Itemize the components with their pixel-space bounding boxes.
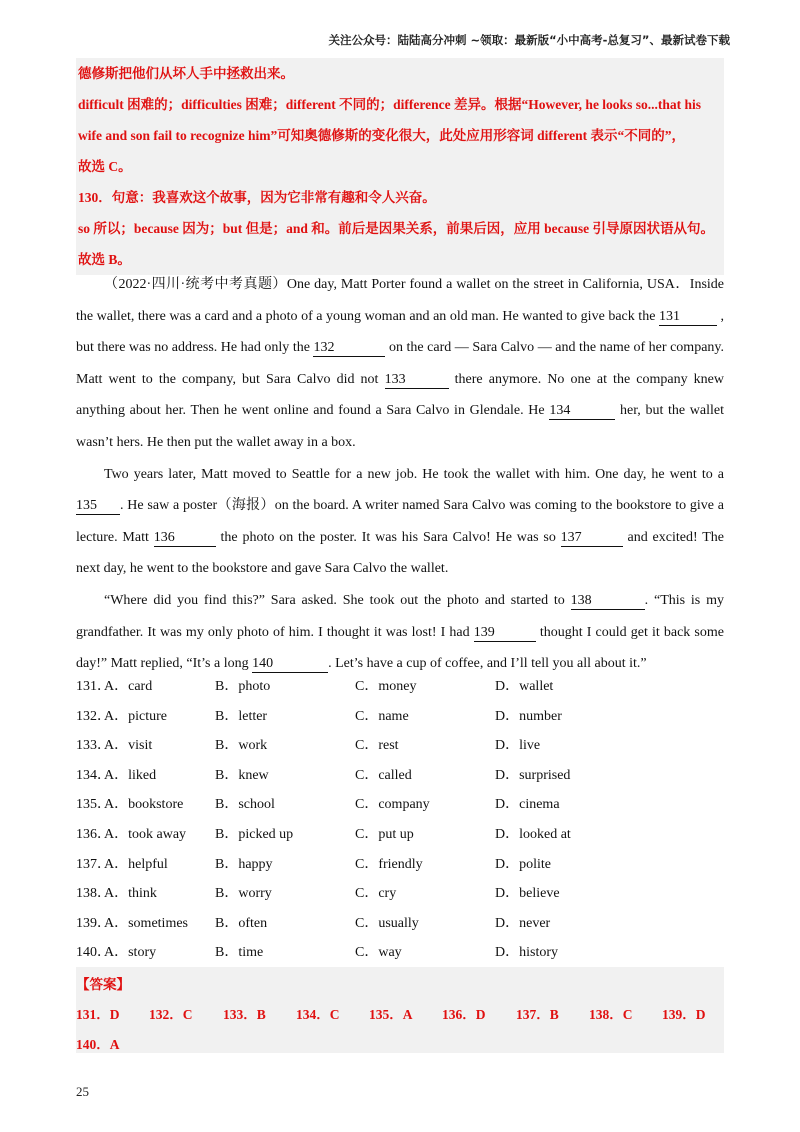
option-c: C．put up xyxy=(355,826,414,842)
option-c: C．name xyxy=(355,708,409,724)
explanation-line: 故选 C。 xyxy=(78,159,132,174)
option-row-137 xyxy=(76,850,724,880)
option-d: D．looked at xyxy=(495,826,571,842)
question-number: 135． xyxy=(76,797,111,813)
question-number: 139． xyxy=(76,915,111,931)
passage-text: . Let’s have a cup of coffee, and I’ll tell you all about it.” xyxy=(328,656,647,672)
option-b: B．letter xyxy=(215,708,268,724)
option-a: A．visit xyxy=(104,738,153,754)
blank-138: 138 xyxy=(571,593,645,610)
answer-item: 137．B xyxy=(516,1007,559,1022)
option-d: D．wallet xyxy=(495,679,554,694)
option-row-136 xyxy=(76,820,724,850)
blank-135: 135 xyxy=(76,498,120,515)
option-d: D．cinema xyxy=(495,797,560,813)
passage-paragraph-1 xyxy=(76,269,724,459)
blank-133: 133 xyxy=(385,372,449,389)
option-d: D．polite xyxy=(495,856,551,872)
option-c: C．way xyxy=(355,945,402,961)
passage-text: there anymore. No one at the company knew anything about her. Then he went online and found a Sara Calvo in Glendale. He xyxy=(76,371,724,419)
passage-text: thought I could get it back some day!” Matt replied, “It’s a long xyxy=(76,624,724,672)
answer-item: 138．C xyxy=(589,1007,633,1022)
answer-key-box xyxy=(76,967,724,1053)
option-c: C．money xyxy=(355,679,417,694)
blank-136: 136 xyxy=(154,530,216,547)
question-number: 133． xyxy=(76,738,111,754)
answer-item: 140．A xyxy=(76,1037,120,1052)
option-b: B．photo xyxy=(215,679,271,694)
answer-item: 136．D xyxy=(442,1007,486,1022)
option-c: C．usually xyxy=(355,915,419,931)
option-row-135 xyxy=(76,790,724,820)
option-c: C．company xyxy=(355,797,430,813)
option-row-132 xyxy=(76,702,724,732)
option-d: D．never xyxy=(495,915,551,931)
option-b: B．time xyxy=(215,945,264,961)
passage-text: the photo on the poster. It was his Sara Calvo! He was so xyxy=(215,529,561,545)
passage-text: . “This is my grandfather. It was my only photo of him. I thought it was lost! I had xyxy=(76,592,724,640)
explanation-line: so 所以；because 因为；but 但是；and 和。前后是因果关系，前果后因，应用 because 引导原因状语从句。 xyxy=(78,221,715,236)
option-a: A．took away xyxy=(104,826,187,842)
option-a: A．bookstore xyxy=(104,797,184,813)
option-row-133 xyxy=(76,731,724,761)
option-b: B．knew xyxy=(215,767,269,783)
explanation-line: 德修斯把他们从坏人手中拯救出来。 xyxy=(78,66,294,81)
explanation-line: 故选 B。 xyxy=(78,252,131,267)
option-b: B．school xyxy=(215,797,275,813)
passage-text: Two years later, Matt moved to Seattle for a new job. He took the wallet with him. One day, he went to a xyxy=(104,466,724,482)
passage-text: “Where did you find this?” Sara asked. She took out the photo and started to xyxy=(104,592,571,608)
option-c: C．friendly xyxy=(355,856,423,872)
option-a: A．sometimes xyxy=(104,915,188,931)
option-row-139 xyxy=(76,909,724,939)
blank-134: 134 xyxy=(549,403,615,420)
option-b: B．worry xyxy=(215,886,272,902)
explanation-box xyxy=(76,58,724,275)
answer-item: 131．D xyxy=(76,1007,120,1022)
option-a: A．helpful xyxy=(104,856,168,872)
option-b: B．often xyxy=(215,915,268,931)
blank-131: 131 xyxy=(659,309,717,326)
option-c: C．rest xyxy=(355,738,399,754)
option-a: A．card xyxy=(104,679,153,694)
option-row-140 xyxy=(76,938,724,968)
option-b: B．picked up xyxy=(215,826,294,842)
answer-item: 133．B xyxy=(223,1007,266,1022)
option-row-131 xyxy=(76,672,724,702)
passage-paragraph-2 xyxy=(76,459,724,585)
blank-137: 137 xyxy=(561,530,623,547)
passage-text: on the card — Sara Calvo — and the name of her company. Matt went to the company, but Sara Calvo did not xyxy=(76,340,724,387)
option-row-138 xyxy=(76,879,724,909)
option-d: D．live xyxy=(495,738,541,754)
question-number: 136． xyxy=(76,826,111,842)
blank-139: 139 xyxy=(474,625,536,642)
option-b: B．happy xyxy=(215,856,273,872)
passage-text: . He saw a poster（海报）on the board. A writer named Sara Calvo was coming to the bookstore to give a lecture. Matt xyxy=(76,498,724,545)
passage-text: and excited! The next day, he went to the bookstore and gave Sara Calvo the wallet. xyxy=(76,529,724,577)
page-header: 关注公众号：陆陆高分冲刺 ~领取：最新版“小中高考-总复习”、最新试卷下载 xyxy=(328,33,730,47)
explanation-line: difficult 困难的；difficulties 困难；different 不同的；difference 差异。根据“However, he looks so...that his xyxy=(78,97,701,112)
option-d: D．surprised xyxy=(495,767,571,783)
passage-text: her, but the wallet wasn’t hers. He then put the wallet away in a box. xyxy=(76,403,724,450)
question-number: 138． xyxy=(76,886,111,902)
passage-paragraph-3 xyxy=(76,585,724,680)
option-d: D．number xyxy=(495,708,562,724)
answer-item: 135．A xyxy=(369,1007,413,1022)
answer-item: 132．C xyxy=(149,1007,193,1022)
answer-item: 139．D xyxy=(662,1007,706,1022)
answer-options xyxy=(76,672,724,968)
answer-item: 134．C xyxy=(296,1007,340,1022)
option-c: C．called xyxy=(355,767,412,783)
explanation-line: 130．句意：我喜欢这个故事，因为它非常有趣和令人兴奋。 xyxy=(78,190,436,205)
option-a: A．liked xyxy=(104,767,157,783)
explanation-line: wife and son fail to recognize him”可知奥德修斯的变化很大，此处应用形容词 different 表示“不同的”， xyxy=(78,128,685,143)
question-number: 140． xyxy=(76,945,111,961)
page-number: 25 xyxy=(76,1084,89,1099)
passage-text: , but there was no address. He had only the xyxy=(76,308,724,356)
question-number: 137． xyxy=(76,856,111,872)
cloze-passage xyxy=(76,269,724,680)
option-d: D．history xyxy=(495,945,558,961)
option-b: B．work xyxy=(215,738,268,754)
question-number: 134． xyxy=(76,767,111,783)
option-row-134 xyxy=(76,761,724,791)
option-c: C．cry xyxy=(355,886,397,902)
question-number: 131． xyxy=(76,679,111,694)
question-number: 132． xyxy=(76,708,111,724)
option-d: D．believe xyxy=(495,886,560,902)
option-a: A．picture xyxy=(104,708,167,724)
passage-text: （2022·四川·统考中考真题）One day, Matt Porter found a wallet on the street in California, USA．Inside the wallet, there was a card and a photo of a young woman and an old man. He wanted to give back the xyxy=(76,277,724,324)
blank-140: 140 xyxy=(252,656,328,673)
option-a: A．story xyxy=(104,945,157,961)
blank-132: 132 xyxy=(313,340,385,357)
option-a: A．think xyxy=(104,886,157,902)
answer-title: 【答案】 xyxy=(76,977,130,992)
